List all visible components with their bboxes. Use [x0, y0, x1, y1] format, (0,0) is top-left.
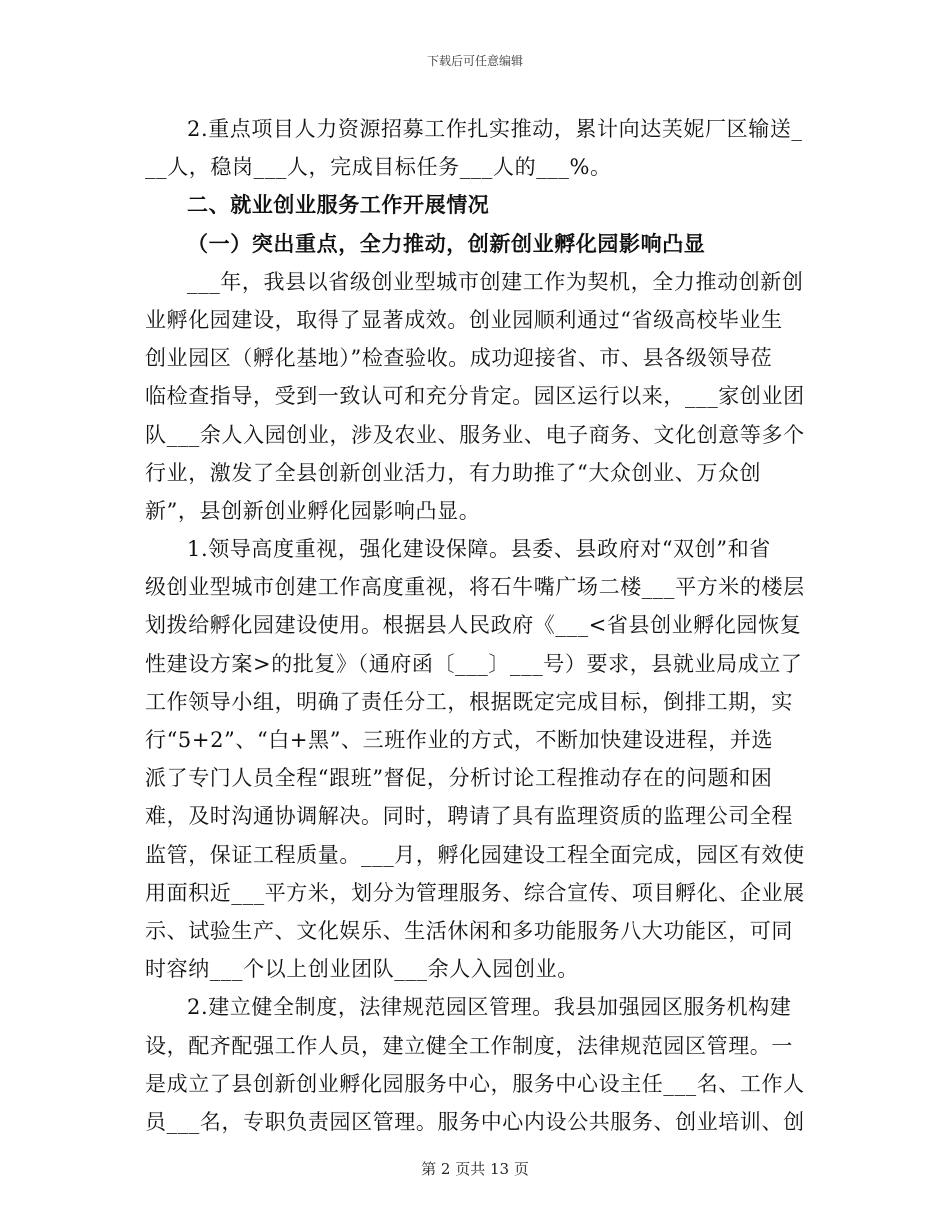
text-line: 队___余人入园创业，涉及农业、服务业、电子商务、文化创意等多个 [145, 422, 805, 447]
text-line: 行“5+2”、“白+黑”、三班作业的方式，不断加快建设进程，并选 [145, 728, 774, 752]
section-heading: （一）突出重点，全力推动，创新创业孵化园影响凸显 [187, 231, 706, 256]
text-line: 临检查指导，受到一致认可和充分肯定。园区运行以来，___家创业团 [145, 384, 805, 409]
document-body [145, 110, 805, 1141]
text-line: 监管，保证工程质量。___月，孵化园建设工程全面完成，园区有效使 [145, 842, 805, 867]
text-line: 1.领导高度重视，强化建设保障。县委、县政府对“双创”和省 [187, 537, 771, 562]
text-line: 划拨给孵化园建设使用。根据县人民政府《___<省县创业孵化园恢复 [145, 613, 802, 638]
page-footer: 第 2 页共 13 页 [421, 1160, 529, 1178]
text-line: ___年，我县以省级创业型城市创建工作为契机，全力推动创新创 [187, 269, 804, 294]
text-line: 业孵化园建设，取得了显著成效。创业园顺利通过“省级高校毕业生 [145, 307, 783, 332]
text-line: 是成立了县创新创业孵化园服务中心，服务中心设主任___名、工作人 [145, 1071, 805, 1096]
text-line: 性建设方案>的批复》（通府函〔___〕___号）要求，县就业局成立了 [145, 651, 803, 676]
text-line: 难，及时沟通协调解决。同时，聘请了具有监理资质的监理公司全程 [145, 804, 793, 829]
text-line: __人，稳岗___人，完成目标任务___人的___%。 [145, 155, 612, 180]
text-line: 时容纳___个以上创业团队___余人入园创业。 [145, 957, 579, 982]
page-header: 下载后可任意编辑 [426, 54, 523, 68]
text-line: 用面积近___平方米，划分为管理服务、综合宣传、项目孵化、企业展 [145, 880, 805, 905]
text-line: 员___名，专职负责园区管理。服务中心内设公共服务、创业培训、创 [145, 1109, 805, 1134]
text-line: 2.建立健全制度，法律规范园区管理。我县加强园区服务机构建 [187, 995, 792, 1020]
text-line: 示、试验生产、文化娱乐、生活休闲和多功能服务八大功能区，可同 [145, 918, 793, 943]
text-line: 行业，激发了全县创新创业活力，有力助推了“大众创业、万众创 [145, 460, 762, 485]
section-heading: 二、就业创业服务工作开展情况 [187, 193, 490, 218]
text-line: 级创业型城市创建工作高度重视，将石牛嘴广场二楼___平方米的楼层 [145, 575, 805, 600]
text-line: 新”，县创新创业孵化园影响凸显。 [145, 498, 481, 523]
text-line: 派了专门人员全程“跟班”督促，分析讨论工程推动存在的问题和困 [145, 766, 773, 791]
text-line: 设，配齐配强工作人员，建立健全工作制度，法律规范园区管理。一 [145, 1033, 793, 1058]
text-line: 工作领导小组，明确了责任分工，根据既定完成目标，倒排工期，实 [145, 689, 793, 714]
text-line: 2.重点项目人力资源招募工作扎实推动，累计向达芙妮厂区输送_ [187, 117, 803, 141]
text-line: 创业园区（孵化基地）”检查验收。成功迎接省、市、县各级领导莅 [145, 346, 773, 371]
